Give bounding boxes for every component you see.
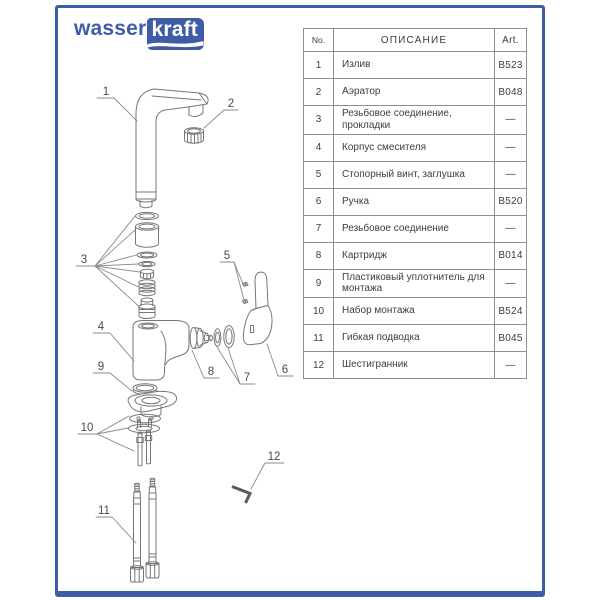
parts-table [303,28,527,379]
part-description: Гибкая подводка [334,325,495,352]
part-description: Шестигранник [334,352,495,379]
cartridge-drawing [190,328,212,349]
part-description: Ручка [334,188,495,215]
part-description: Корпус смесителя [334,134,495,161]
col-header-art: Art. [495,29,527,52]
part-number: 2 [304,79,334,106]
callout-10-label: 10 [80,422,94,434]
part-article: B014 [495,242,527,269]
callout-7-label: 7 [243,372,251,384]
callout-6-label: 6 [281,364,289,376]
part-article: B048 [495,79,527,106]
part-number: 1 [304,52,334,79]
table-row [304,352,527,379]
table-row [304,298,527,325]
part-description: Аэратор [334,79,495,106]
part-number: 7 [304,215,334,242]
brand-logo-kraft-text: kraft [151,18,198,41]
connection-rings-drawing [214,326,234,348]
mounting-set-drawing [129,414,161,466]
table-row [304,161,527,188]
handle-drawing [243,272,272,345]
part-article: B045 [495,325,527,352]
table-row [304,79,527,106]
callout-4-label: 4 [97,321,105,333]
callout-2-label: 2 [227,98,235,110]
brand-logo-kraft [147,18,204,50]
mixer-body-drawing [133,321,189,381]
part-article: B524 [495,298,527,325]
part-number: 8 [304,242,334,269]
part-number: 11 [304,325,334,352]
part-number: 5 [304,161,334,188]
callout-11-label: 11 [98,505,110,517]
part-number: 4 [304,134,334,161]
part-article: — [495,269,527,298]
table-header-row [304,29,527,52]
hoses-drawing [131,478,160,582]
callout-3-label: 3 [80,254,88,266]
table-row [304,325,527,352]
part-number: 6 [304,188,334,215]
hex-key-drawing [232,487,250,504]
part-description: Резьбовое соединение [334,215,495,242]
table-row [304,134,527,161]
part-article: — [495,134,527,161]
part-description: Стопорный винт, заглушка [334,161,495,188]
callout-1-label: 1 [102,86,110,98]
part-article: — [495,352,527,379]
part-description: Пластиковый уплотнитель для монтажа [334,269,495,298]
callout-12-label: 12 [267,451,281,463]
brand-logo-wasser: wasser [74,17,147,40]
col-header-no: No. [304,29,334,52]
set-screws-drawing [243,282,249,303]
part-description: Набор монтажа [334,298,495,325]
aerator-drawing [185,128,204,143]
part-article: — [495,215,527,242]
part-article: — [495,106,527,135]
table-row [304,269,527,298]
spout-drawing [136,89,208,208]
part-number: 3 [304,106,334,135]
part-number: 9 [304,269,334,298]
table-row [304,106,527,135]
part-article: B520 [495,188,527,215]
table-row [304,52,527,79]
part-description: Резьбовое соединение, прокладки [334,106,495,135]
fittings-stack-drawing [136,212,159,318]
seal-drawing [128,384,176,417]
part-article: B523 [495,52,527,79]
part-article: — [495,161,527,188]
part-number: 10 [304,298,334,325]
table-row [304,215,527,242]
table-row [304,188,527,215]
part-description: Излив [334,52,495,79]
table-row [304,242,527,269]
col-header-description: ОПИСАНИЕ [334,29,495,52]
part-description: Картридж [334,242,495,269]
callout-8-label: 8 [207,366,215,378]
callout-5-label: 5 [223,250,231,262]
callout-9-label: 9 [97,361,105,373]
part-number: 12 [304,352,334,379]
